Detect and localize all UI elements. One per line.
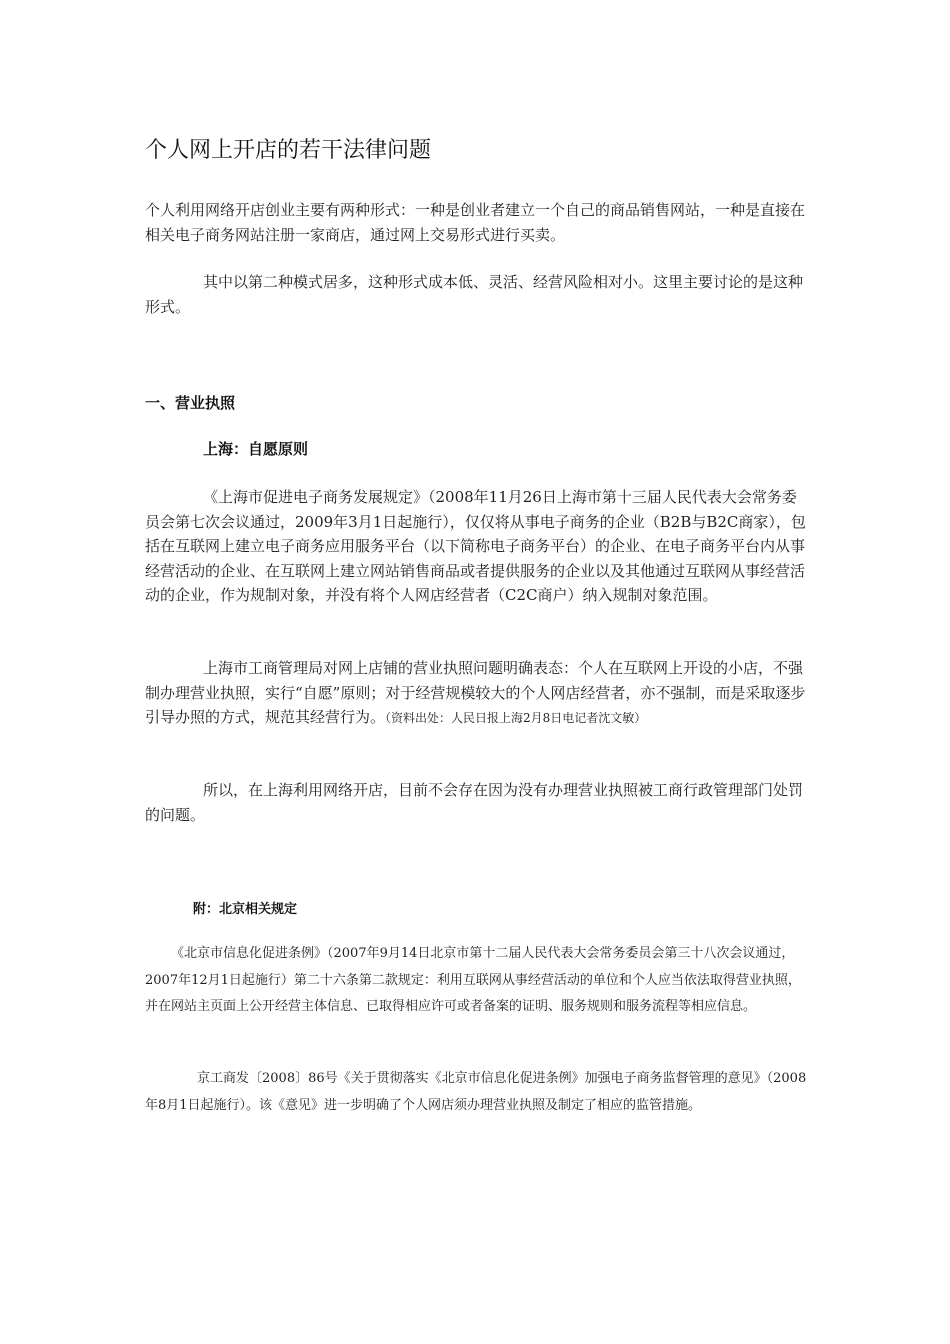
beijing-regulation-paragraph: 《北京市信息化促进条例》（2007年9月14日北京市第十二届人民代表大会常务委员会第三十八次会议通过，2007年12月1日起施行）第二十六条第二款规定：利用互联网从事经营活动的单位和个人应当依法取得营业执照，并在网站主页面上公开经营主体信息、已取得相应许可或者备案的证明、服务规则和服务流程等相应信息。 <box>145 946 801 1014</box>
shanghai-regulation-paragraph: 《上海市促进电子商务发展规定》（2008年11月26日上海市第十三届人民代表大会常务委员会第七次会议通过，2009年3月1日起施行），仅仅将从事电子商务的企业（B2B与B2C商家），包括在互联网上建立电子商务应用服务平台（以下简称电子商务平台）的企业、在电子商务平台内从事经营活动的企业、在互联网上建立网站销售商品或者提供服务的企业以及其他通过互联网从事经营活动的企业，作为规制对象，并没有将个人网店经营者（C2C商户）纳入规制对象范围。 <box>145 488 806 604</box>
shanghai-bureau-statement: 上海市工商管理局对网上店铺的营业执照问题明确表态：个人在互联网上开设的小店，不强制办理营业执照，实行“自愿”原则；对于经营规模较大的个人网店经营者，亦不强制，而是采取逐步引导办照的方式，规范其经营行为。 <box>145 659 806 726</box>
section-heading-business-license: 一、营业执照 <box>145 394 236 412</box>
document-title: 个人网上开店的若干法律问题 <box>145 138 432 163</box>
appendix-heading-beijing: 附：北京相关规定 <box>193 902 298 917</box>
beijing-opinion-paragraph: 京工商发〔2008〕86号《关于贯彻落实《北京市信息化促进条例》加强电子商务监督管理的意见》（2008年8月1日起施行）。该《意见》进一步明确了个人网店须办理营业执照及制定了相应的监管措施。 <box>145 1071 807 1113</box>
shanghai-bureau-paragraph <box>145 656 809 731</box>
subheading-shanghai: 上海：自愿原则 <box>203 440 309 458</box>
source-citation: （资料出处：人民日报上海2月8日电记者沈文敏） <box>385 711 647 725</box>
intro-paragraph-1: 个人利用网络开店创业主要有两种形式：一种是创业者建立一个自己的商品销售网站，一种是直接在相关电子商务网站注册一家商店，通过网上交易形式进行买卖。 <box>145 201 806 244</box>
intro-paragraph-2: 其中以第二种模式居多，这种形式成本低、灵活、经营风险相对小。这里主要讨论的是这种形式。 <box>145 273 804 316</box>
shanghai-conclusion-paragraph: 所以，在上海利用网络开店，目前不会存在因为没有办理营业执照被工商行政管理部门处罚的问题。 <box>145 781 804 824</box>
